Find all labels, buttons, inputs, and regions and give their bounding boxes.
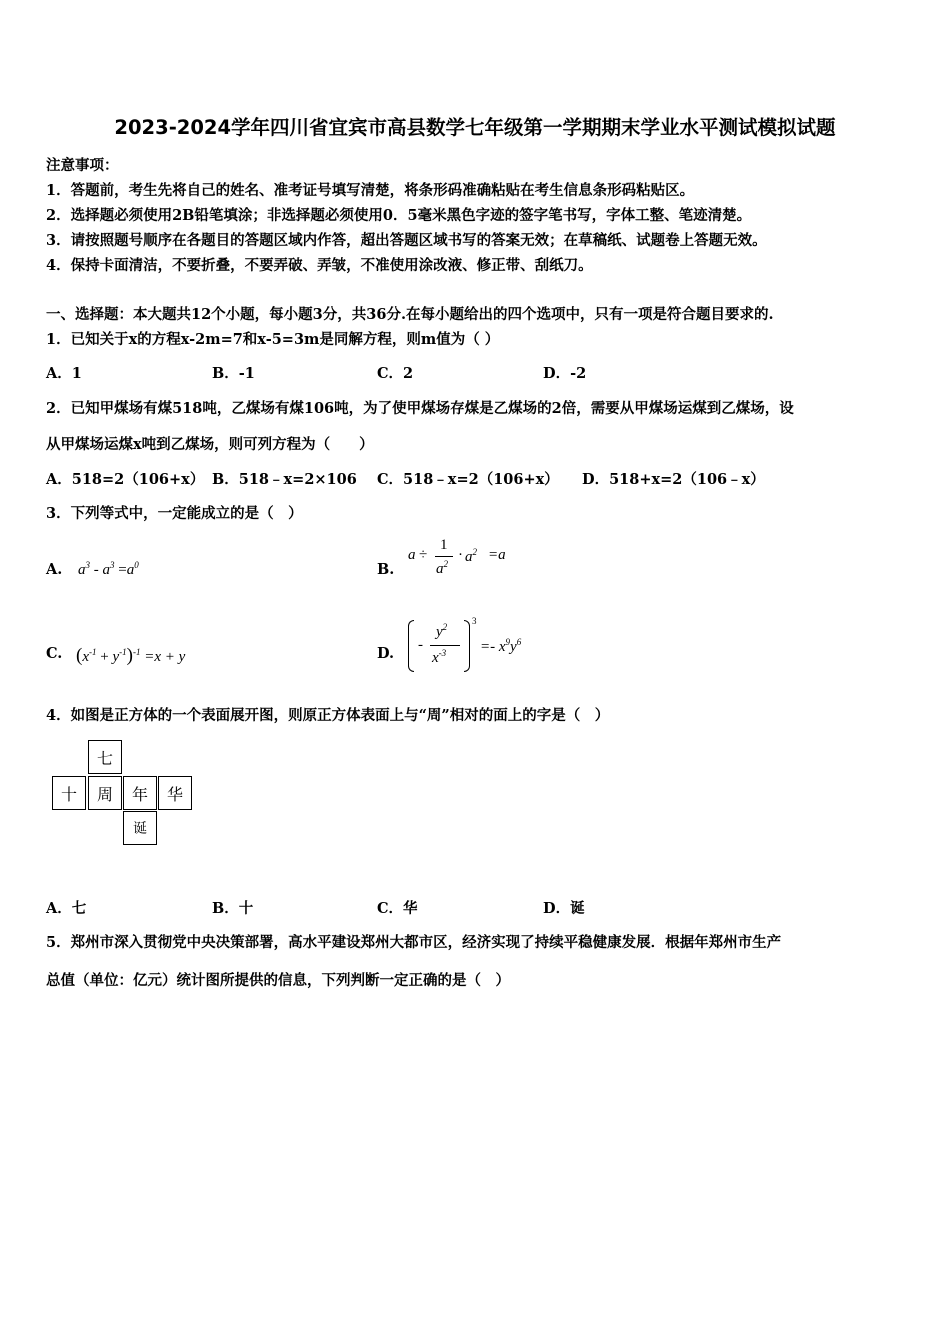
notes-heading: 注意事项：: [46, 157, 119, 174]
question-1-stem: 1．已知关于x的方程x-2m=7和x-5=3m是同解方程，则m值为（ ）: [46, 331, 500, 348]
question-2-stem-cont: 从甲煤场运煤x吨到乙煤场，则可列方程为（ ）: [46, 436, 374, 453]
net-face-center: 周: [88, 776, 122, 810]
q4-option-c: C．华: [377, 900, 418, 917]
q1-option-a: A．1: [46, 365, 82, 382]
net-face-top: 七: [88, 740, 122, 774]
question-2-stem: 2．已知甲煤场有煤518吨，乙煤场有煤106吨，为了使甲煤场存煤是乙煤场的2倍，需要从甲煤场运煤到乙煤场，设: [46, 400, 794, 417]
q4-option-d: D．诞: [543, 900, 585, 917]
q3-option-a-formula: $a^3 - a^3 =a^0$: [78, 560, 139, 578]
q3-option-c-label: C.: [46, 645, 63, 662]
q2-option-c: C．518﹣x=2（106+x）: [377, 471, 559, 488]
q4-option-a: A．七: [46, 900, 87, 917]
question-5-stem-cont: 总值（单位：亿元）统计图所提供的信息，下列判断一定正确的是（ ）: [46, 972, 510, 989]
cube-net-figure: [52, 740, 194, 846]
q1-option-b: B．-1: [212, 365, 255, 382]
question-4-stem: 4．如图是正方体的一个表面展开图，则原正方体表面上与“周”相对的面上的字是（ ）: [46, 707, 610, 724]
q3-option-d-formula: - $y^2$ $x^{-3}$ 3 =- $x^9y^6$: [408, 620, 558, 676]
section-heading: 一、选择题：本大题共12个小题，每小题3分，共36分.在每小题给出的四个选项中，只有一项是符合题目要求的.: [46, 306, 774, 323]
net-face-left: 十: [52, 776, 86, 810]
q3-option-a-label: A.: [46, 561, 63, 578]
q2-option-a: A．518=2（106+x）: [46, 471, 205, 488]
q2-option-b: B．518﹣x=2×106: [212, 471, 357, 488]
q3-option-b-label: B.: [377, 561, 395, 578]
note-item: 2．选择题必须使用2B铅笔填涂；非选择题必须使用0．5毫米黑色字迹的签字笔书写，字体工整、笔迹清楚。: [46, 207, 752, 224]
net-face-right2: 华: [158, 776, 192, 810]
q2-option-d: D．518+x=2（106﹣x）: [582, 471, 765, 488]
note-item: 1．答题前，考生先将自己的姓名、准考证号填写清楚，将条形码准确粘贴在考生信息条形码粘贴区。: [46, 182, 695, 199]
page-title: 2023-2024学年四川省宜宾市高县数学七年级第一学期期末学业水平测试模拟试题: [114, 116, 836, 139]
q4-option-b: B．十: [212, 900, 254, 917]
net-face-right1: 年: [123, 776, 157, 810]
net-face-bottom: 诞: [123, 811, 157, 845]
q3-option-c-formula: $(x^{-1} + y^{-1})^{-1} =x + y$: [76, 645, 186, 666]
question-5-stem: 5．郑州市深入贯彻党中央决策部署，高水平建设郑州大都市区，经济实现了持续平稳健康发展．根据年郑州市生产: [46, 934, 782, 951]
question-3-stem: 3．下列等式中，一定能成立的是（ ）: [46, 505, 303, 522]
q1-option-d: D．-2: [543, 365, 587, 382]
note-item: 4．保持卡面清洁，不要折叠，不要弄破、弄皱，不准使用涂改液、修正带、刮纸刀。: [46, 257, 593, 274]
q3-option-b-formula: a ÷ 1 $a^2$ · $a^2$ =a: [408, 537, 506, 577]
q1-option-c: C．2: [377, 365, 414, 382]
q3-option-d-label: D.: [377, 645, 395, 662]
note-item: 3．请按照题号顺序在各题目的答题区域内作答，超出答题区域书写的答案无效；在草稿纸、试题卷上答题无效。: [46, 232, 767, 249]
